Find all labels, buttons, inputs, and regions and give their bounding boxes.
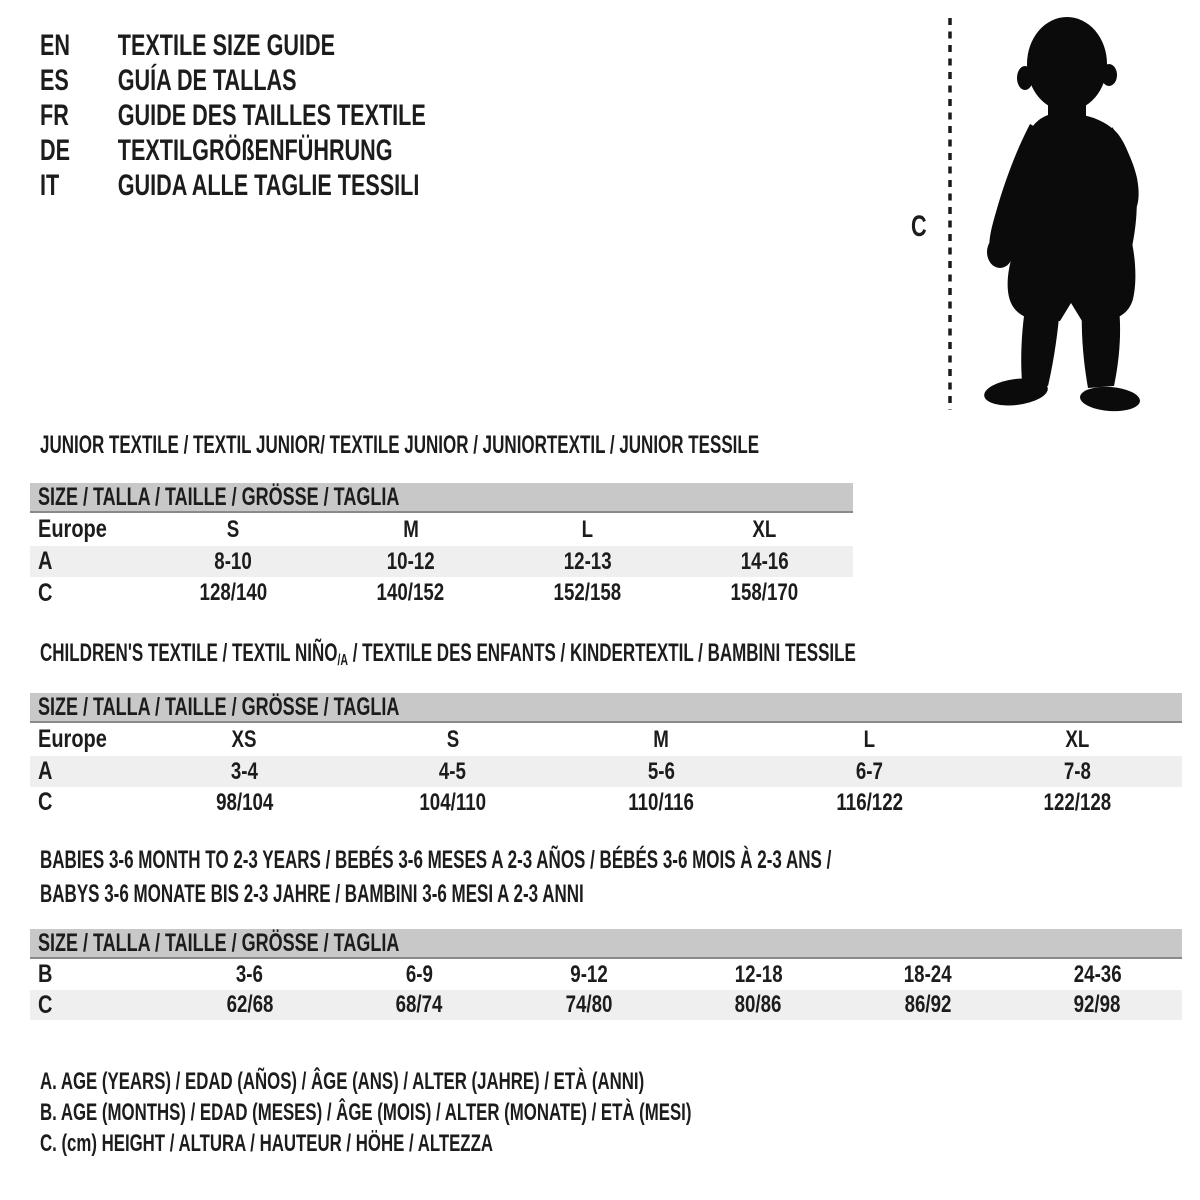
language-code: FR	[40, 99, 69, 132]
children-section-heading: CHILDREN'S TEXTILE / TEXTIL NIÑO/A / TEXTILE DES ENFANTS / KINDERTEXTIL / BAMBINI TESSILE	[40, 639, 856, 669]
size-header-bar: SIZE / TALLA / TAILLE / GRÖSSE / TAGLIA	[30, 929, 1182, 959]
height-cell: 74/80	[565, 991, 613, 1018]
age-cell: 24-36	[1073, 960, 1122, 988]
height-cell: 140/152	[376, 579, 445, 606]
size-cell: XS	[231, 725, 257, 753]
language-row-fr	[40, 98, 426, 133]
age-cell: 7-8	[1064, 757, 1092, 785]
height-cell: 98/104	[215, 788, 273, 816]
babies-section-heading: BABIES 3-6 MONTH TO 2-3 YEARS / BEBÉS 3-6 MESES A 2-3 AÑOS / BÉBÉS 3-6 MOIS À 2-3 ANS / BABYS 3-6 MONATE BIS 2-3 JAHRE / BAMBINI 3-6 MESI A 2-3 ANNI	[40, 846, 832, 908]
language-row-en	[40, 28, 426, 63]
table-row-age-years	[30, 756, 1182, 787]
legend-line-a: A. AGE (YEARS) / EDAD (AÑOS) / ÂGE (ANS) / ALTER (JAHRE) / ETÀ (ANNI)	[40, 1068, 645, 1095]
height-measure-label: C	[911, 210, 927, 243]
nino-a-subscript: /A	[337, 651, 349, 669]
size-cell: L	[863, 725, 876, 753]
language-title-list	[40, 28, 576, 203]
age-cell: 8-10	[214, 547, 253, 575]
row-label: C	[38, 990, 53, 1019]
language-title: GUIDE DES TAILLES TEXTILE	[117, 99, 426, 132]
size-cell: S	[446, 725, 459, 753]
age-cell: 10-12	[386, 547, 435, 575]
row-label: A	[38, 757, 53, 785]
height-cell: 86/92	[904, 991, 952, 1018]
language-code: DE	[40, 134, 71, 167]
legend-line-c: C. (cm) HEIGHT / ALTURA / HAUTEUR / HÖHE / ALTEZZA	[40, 1130, 493, 1157]
language-title: GUÍA DE TALLAS	[117, 64, 297, 97]
toddler-silhouette-icon	[983, 17, 1141, 412]
age-cell: 18-24	[903, 960, 952, 988]
age-cell: 3-4	[230, 757, 258, 785]
language-row-es	[40, 63, 426, 98]
row-label: Europe	[38, 725, 107, 753]
table-row-age-months	[30, 959, 1182, 990]
height-cell: 80/86	[734, 991, 782, 1018]
language-code: IT	[40, 169, 60, 202]
size-cell: XL	[752, 515, 777, 543]
table-row-height-cm	[30, 577, 853, 609]
size-header-bar: SIZE / TALLA / TAILLE / GRÖSSE / TAGLIA	[30, 483, 853, 513]
age-cell: 12-13	[563, 547, 612, 575]
size-cell: M	[653, 725, 669, 753]
height-cell: 122/128	[1043, 788, 1112, 816]
table-row-europe	[30, 513, 853, 546]
measurement-legend	[40, 1066, 971, 1159]
legend-line-b: B. AGE (MONTHS) / EDAD (MESES) / ÂGE (MOIS) / ALTER (MONATE) / ETÀ (MESI)	[40, 1099, 692, 1126]
table-row-height-cm	[30, 990, 1182, 1020]
height-cell: 104/110	[419, 788, 486, 816]
row-label: C	[38, 578, 53, 607]
junior-size-table	[30, 483, 853, 609]
age-cell: 14-16	[740, 547, 789, 575]
age-cell: 6-9	[405, 960, 433, 988]
height-cell: 92/98	[1073, 991, 1121, 1018]
size-cell: S	[227, 515, 240, 543]
size-cell: L	[581, 515, 594, 543]
age-cell: 9-12	[570, 960, 608, 988]
language-title: GUIDA ALLE TAGLIE TESSILI	[117, 169, 420, 202]
table-row-height-cm	[30, 787, 1182, 818]
height-cell: 152/158	[553, 579, 622, 606]
language-row-it	[40, 168, 426, 203]
babies-size-table	[30, 929, 1182, 1020]
row-label: Europe	[38, 515, 107, 543]
height-cell: 68/74	[395, 991, 443, 1018]
age-cell: 3-6	[236, 960, 264, 988]
toddler-figure	[910, 12, 1155, 412]
age-cell: 12-18	[734, 960, 783, 988]
size-cell: XL	[1065, 725, 1090, 753]
height-cell: 62/68	[226, 991, 274, 1018]
height-cell: 116/122	[836, 788, 903, 816]
table-row-age-years	[30, 546, 853, 577]
age-cell: 4-5	[439, 757, 467, 785]
junior-section-heading: JUNIOR TEXTILE / TEXTIL JUNIOR/ TEXTILE JUNIOR / JUNIORTEXTIL / JUNIOR TESSILE	[40, 431, 760, 459]
language-code: ES	[40, 64, 69, 97]
language-row-de	[40, 133, 426, 168]
age-cell: 6-7	[855, 757, 883, 785]
age-cell: 5-6	[647, 757, 675, 785]
height-cell: 110/116	[628, 788, 694, 816]
language-title: TEXTILGRÖßENFÜHRUNG	[117, 134, 393, 167]
height-cell: 128/140	[199, 579, 268, 606]
children-size-table	[30, 693, 1182, 818]
row-label: A	[38, 547, 53, 575]
size-header-bar: SIZE / TALLA / TAILLE / GRÖSSE / TAGLIA	[30, 693, 1182, 723]
language-code: EN	[40, 29, 71, 62]
table-row-europe	[30, 723, 1182, 756]
size-cell: M	[402, 515, 419, 543]
height-cell: 158/170	[730, 579, 799, 606]
language-title: TEXTILE SIZE GUIDE	[117, 29, 335, 62]
row-label: B	[38, 960, 53, 988]
row-label: C	[38, 788, 53, 816]
